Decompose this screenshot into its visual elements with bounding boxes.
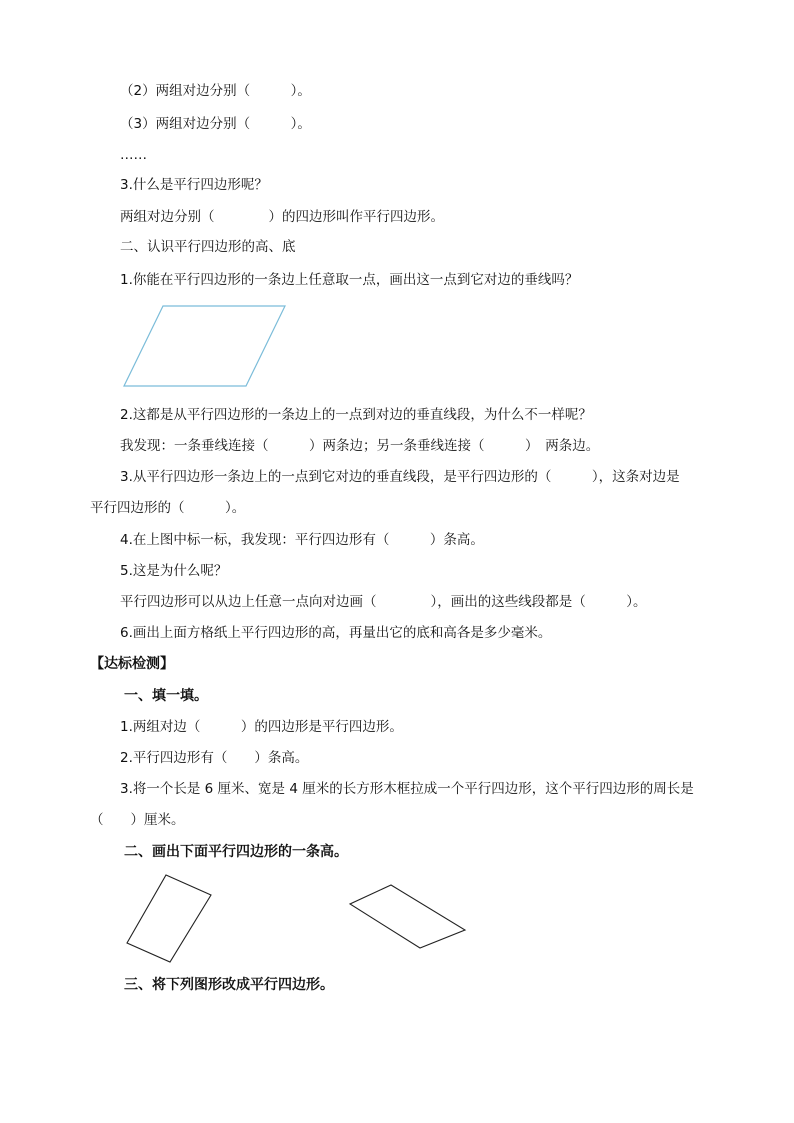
text-line-10: 3.从平行四边形一条边上的一点到它对边的垂直线段，是平行四边形的（ ），这条对边是 [120, 469, 680, 485]
text-line-5: 两组对边分别（ ）的四边形叫作平行四边形。 [120, 209, 444, 225]
section-heading-2: 二、认识平行四边形的高、底 [120, 239, 296, 255]
text-line-18: 1.两组对边（ ）的四边形是平行四边形。 [120, 719, 403, 735]
exercise-heading-3: 三、将下列图形改成平行四边形。 [124, 977, 334, 993]
text-line-3: …… [120, 147, 147, 163]
text-line-14: 平行四边形可以从边上任意一点向对边画（ ），画出的这些线段都是（ ）。 [120, 594, 647, 610]
text-line-12: 4.在上图中标一标，我发现：平行四边形有（ ）条高。 [120, 532, 484, 548]
text-line-11: 平行四边形的（ ）。 [90, 500, 246, 516]
parallelogram-figure-wide [347, 882, 469, 952]
exercise-heading-1: 一、填一填。 [124, 688, 208, 704]
text-line-1: （2）两组对边分别（ ）。 [120, 83, 311, 99]
text-line-15: 6.画出上面方格纸上平行四边形的高，再量出它的底和高各是多少毫米。 [120, 625, 552, 641]
text-line-19: 2.平行四边形有（ ）条高。 [120, 750, 309, 766]
assessment-heading: 【达标检测】 [90, 656, 174, 672]
text-line-7: 1.你能在平行四边形的一条边上任意取一点，画出这一点到它对边的垂线吗？ [120, 272, 579, 288]
parallelogram-tall-shape [127, 875, 211, 962]
text-line-21: （ ）厘米。 [90, 812, 185, 828]
parallelogram-blue-shape [124, 306, 285, 386]
text-line-8: 2.这都是从平行四边形的一条边上的一点到对边的垂直线段，为什么不一样呢？ [120, 407, 592, 423]
parallelogram-figure-blue [120, 303, 290, 391]
text-line-20: 3.将一个长是 6 厘米、宽是 4 厘米的长方形木框拉成一个平行四边形，这个平行四边形的周长是 [120, 781, 694, 797]
exercise-heading-2: 二、画出下面平行四边形的一条高。 [124, 844, 348, 860]
text-line-9: 我发现：一条垂线连接（ ）两条边；另一条垂线连接（ ） 两条边。 [120, 438, 600, 454]
text-line-2: （3）两组对边分别（ ）。 [120, 116, 311, 132]
text-line-13: 5.这是为什么呢？ [120, 563, 228, 579]
text-line-4: 3.什么是平行四边形呢？ [120, 177, 268, 193]
parallelogram-wide-shape [350, 885, 465, 948]
parallelogram-figure-tall [124, 872, 216, 966]
